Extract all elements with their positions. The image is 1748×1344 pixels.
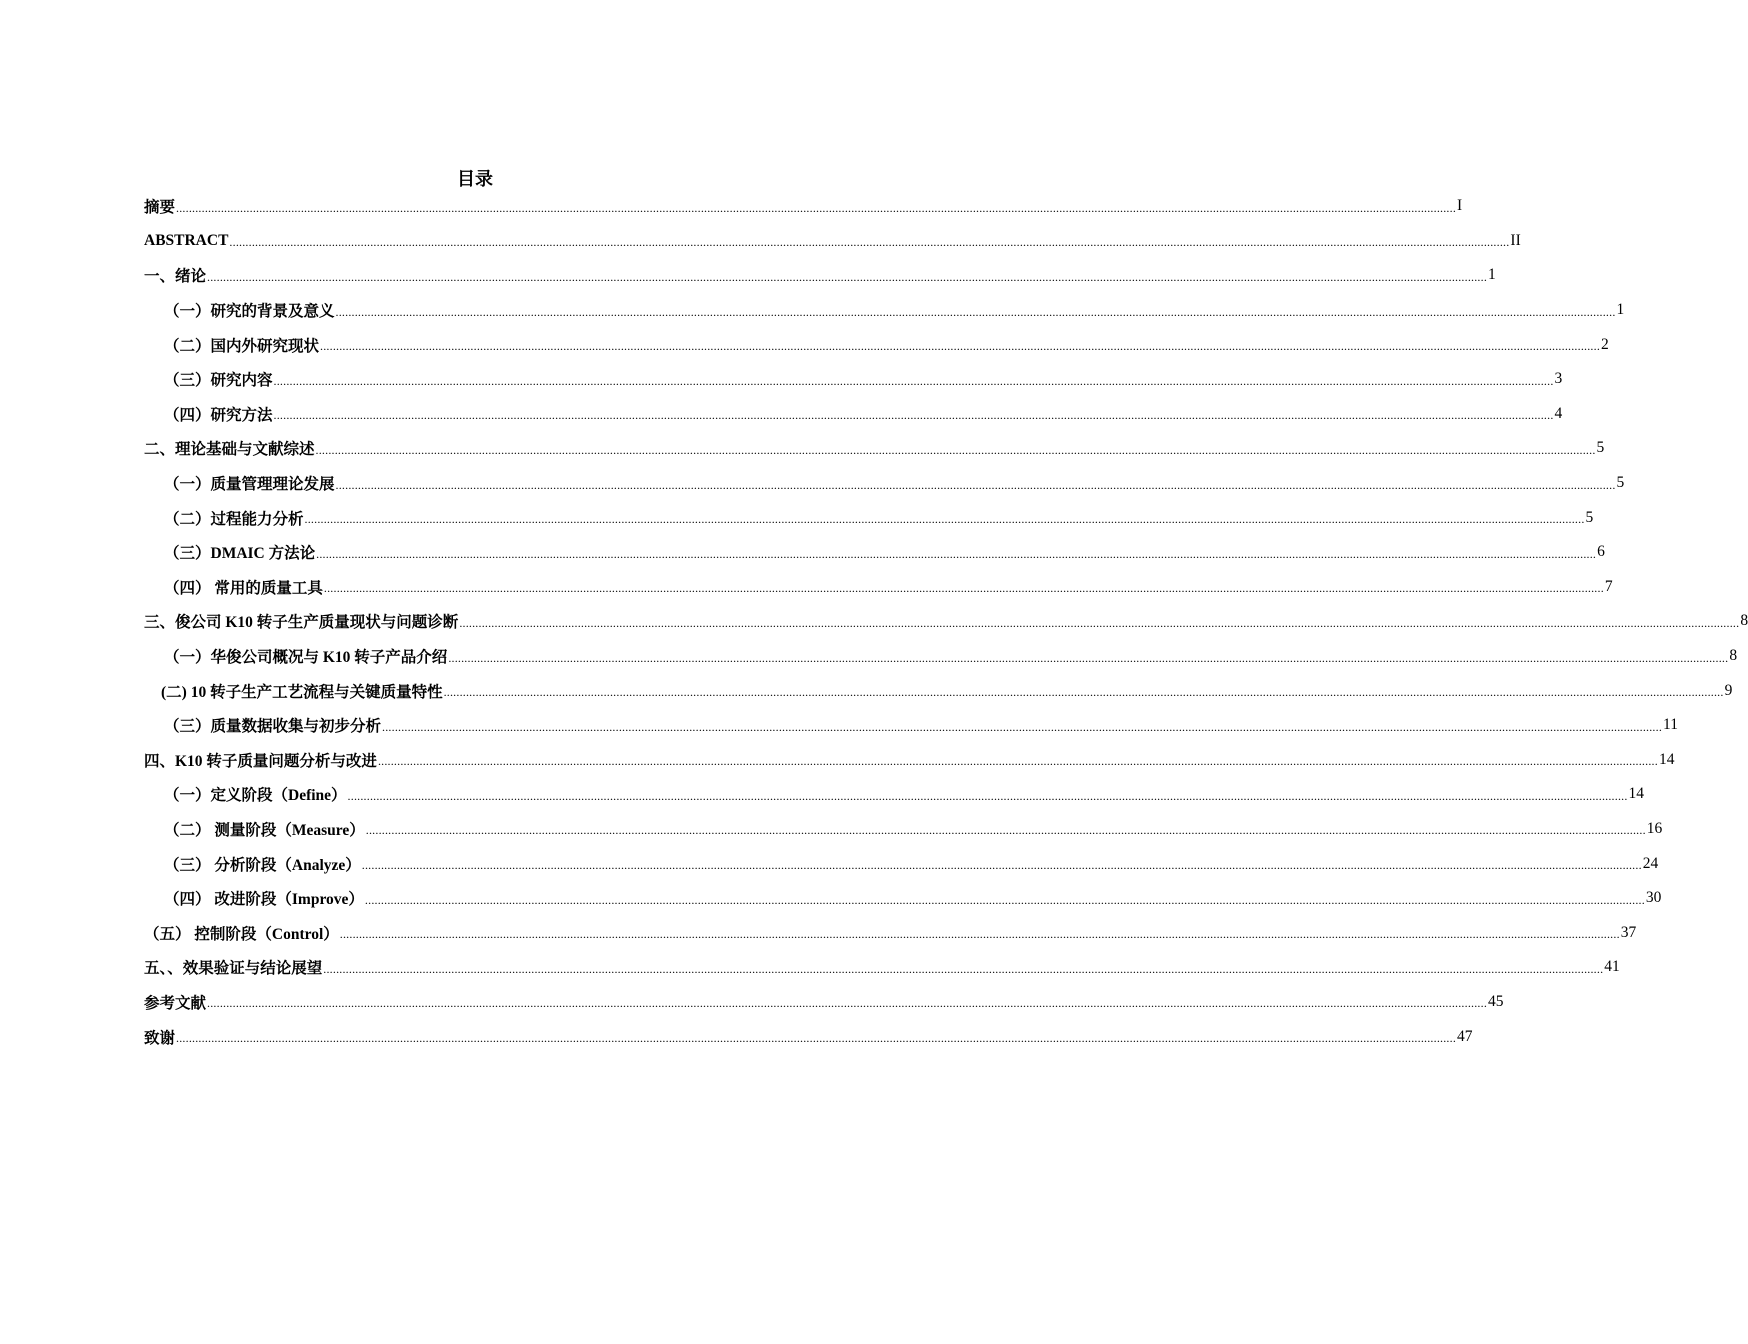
toc-entry[interactable] — [144, 535, 1605, 570]
toc-entry-page-number: 3 — [1554, 370, 1563, 388]
toc-dot-leader: ................................................................................................................................................................................................................................................................................................................................................................................................................ — [176, 200, 1457, 215]
toc-entry-label: (二) 10 转子生产工艺流程与关键质量特性 — [161, 683, 443, 701]
toc-entry[interactable] — [144, 327, 1609, 362]
toc-entry-label: 五、、效果验证与结论展望 — [144, 960, 323, 978]
toc-dot-leader: ................................................................................................................................................................................................................................................................................................................................................................................................................ — [339, 927, 1620, 942]
toc-entry-label: （三） 分析阶段（Analyze） — [164, 856, 361, 874]
toc-dot-leader: ................................................................................................................................................................................................................................................................................................................................................................................................................ — [335, 304, 1616, 319]
toc-dot-leader: ................................................................................................................................................................................................................................................................................................................................................................................................................ — [448, 650, 1729, 665]
toc-entry-label: （一）定义阶段（Define） — [164, 787, 347, 805]
toc-entry-page-number: 47 — [1457, 1027, 1473, 1045]
toc-dot-leader: ................................................................................................................................................................................................................................................................................................................................................................................................................ — [323, 581, 1604, 596]
toc-entry-label: （一）研究的背景及意义 — [164, 303, 335, 321]
toc-entry[interactable] — [144, 189, 1463, 224]
toc-entry-page-number: 7 — [1604, 577, 1613, 595]
toc-entry[interactable] — [144, 1019, 1473, 1054]
toc-entry[interactable] — [144, 362, 1563, 397]
toc-entry-page-number: I — [1457, 197, 1463, 215]
toc-entry-label: 二、理论基础与文献综述 — [144, 441, 315, 459]
toc-entry-label: （二）过程能力分析 — [164, 510, 304, 528]
toc-entry[interactable] — [144, 950, 1620, 985]
toc-entry-label: （三）研究内容 — [164, 372, 273, 390]
toc-entry[interactable] — [144, 224, 1521, 259]
toc-entry[interactable] — [144, 812, 1663, 847]
toc-dot-leader: ................................................................................................................................................................................................................................................................................................................................................................................................................ — [382, 719, 1663, 734]
toc-dot-leader: ................................................................................................................................................................................................................................................................................................................................................................................................................ — [320, 339, 1601, 354]
toc-entry[interactable] — [144, 881, 1662, 916]
toc-dot-leader: ................................................................................................................................................................................................................................................................................................................................................................................................................ — [316, 546, 1597, 561]
toc-entry-page-number: 5 — [1585, 508, 1594, 526]
toc-dot-leader: ................................................................................................................................................................................................................................................................................................................................................................................................................ — [377, 754, 1658, 769]
toc-dot-leader: ................................................................................................................................................................................................................................................................................................................................................................................................................ — [273, 373, 1554, 388]
toc-entry[interactable] — [144, 500, 1594, 535]
toc-entry-page-number: 5 — [1616, 474, 1625, 492]
toc-entry-page-number: 4 — [1554, 404, 1563, 422]
toc-entry-label: 致谢 — [144, 1029, 176, 1047]
toc-entry-page-number: 8 — [1729, 647, 1738, 665]
toc-list — [144, 189, 1748, 1054]
toc-entry-page-number: 1 — [1616, 301, 1625, 319]
toc-entry-label: （三）DMAIC 方法论 — [164, 545, 316, 563]
toc-entry-page-number: 16 — [1646, 819, 1663, 837]
toc-entry-label: （四） 常用的质量工具 — [164, 579, 323, 597]
toc-dot-leader: ................................................................................................................................................................................................................................................................................................................................................................................................................ — [347, 788, 1628, 803]
toc-entry-page-number: 2 — [1601, 335, 1609, 353]
toc-dot-leader: ................................................................................................................................................................................................................................................................................................................................................................................................................ — [361, 858, 1642, 873]
toc-entry-page-number: 1 — [1488, 266, 1496, 284]
toc-entry[interactable] — [144, 258, 1496, 293]
toc-dot-leader: ................................................................................................................................................................................................................................................................................................................................................................................................................ — [229, 235, 1510, 250]
toc-dot-leader: ................................................................................................................................................................................................................................................................................................................................................................................................................ — [304, 512, 1585, 527]
toc-entry[interactable] — [144, 985, 1504, 1020]
toc-entry-label: （二）国内外研究现状 — [164, 337, 320, 355]
toc-entry[interactable] — [144, 431, 1605, 466]
toc-entry-page-number: 41 — [1604, 958, 1620, 976]
toc-entry-label: 三、俊公司 K10 转子生产质量现状与问题诊断 — [144, 614, 459, 632]
toc-entry-label: （五） 控制阶段（Control） — [144, 925, 339, 943]
toc-entry-page-number: 8 — [1740, 612, 1748, 630]
toc-entry[interactable] — [144, 466, 1625, 501]
toc-entry-label: 摘要 — [144, 199, 176, 217]
toc-entry-page-number: 9 — [1724, 681, 1733, 699]
toc-entry-label: 参考文献 — [144, 994, 207, 1012]
toc-entry-page-number: II — [1510, 231, 1521, 249]
toc-entry-label: ABSTRACT — [144, 231, 229, 249]
toc-entry[interactable] — [144, 846, 1659, 881]
toc-dot-leader: ................................................................................................................................................................................................................................................................................................................................................................................................................ — [365, 823, 1646, 838]
toc-entry-label: （一）华俊公司概况与 K10 转子产品介绍 — [164, 649, 448, 667]
toc-entry-page-number: 14 — [1658, 750, 1675, 768]
toc-entry[interactable] — [144, 743, 1675, 778]
toc-entry-label: （一）质量管理理论发展 — [164, 476, 335, 494]
toc-entry-page-number: 45 — [1488, 992, 1504, 1010]
toc-entry-label: （四） 改进阶段（Improve） — [164, 891, 364, 909]
toc-dot-leader: ................................................................................................................................................................................................................................................................................................................................................................................................................ — [335, 477, 1616, 492]
toc-entry[interactable] — [144, 915, 1637, 950]
toc-dot-leader: ................................................................................................................................................................................................................................................................................................................................................................................................................ — [364, 892, 1645, 907]
toc-entry-label: 一、绪论 — [144, 268, 207, 286]
toc-entry-page-number: 11 — [1663, 716, 1678, 734]
toc-title: 目录 — [457, 169, 493, 190]
toc-entry[interactable] — [144, 570, 1613, 605]
toc-entry-label: （四）研究方法 — [164, 406, 273, 424]
toc-entry-page-number: 30 — [1645, 889, 1662, 907]
toc-dot-leader: ................................................................................................................................................................................................................................................................................................................................................................................................................ — [459, 615, 1740, 630]
toc-entry[interactable] — [144, 708, 1678, 743]
toc-dot-leader: ................................................................................................................................................................................................................................................................................................................................................................................................................ — [176, 1031, 1457, 1046]
toc-entry-page-number: 24 — [1642, 854, 1659, 872]
toc-dot-leader: ................................................................................................................................................................................................................................................................................................................................................................................................................ — [207, 996, 1488, 1011]
toc-entry-label: 四、K10 转子质量问题分析与改进 — [144, 752, 377, 770]
toc-entry-label: （二） 测量阶段（Measure） — [164, 821, 365, 839]
toc-dot-leader: ................................................................................................................................................................................................................................................................................................................................................................................................................ — [207, 269, 1488, 284]
toc-dot-leader: ................................................................................................................................................................................................................................................................................................................................................................................................................ — [443, 685, 1724, 700]
toc-dot-leader: ................................................................................................................................................................................................................................................................................................................................................................................................................ — [323, 961, 1604, 976]
toc-entry[interactable] — [144, 777, 1645, 812]
toc-entry-page-number: 5 — [1596, 439, 1605, 457]
toc-dot-leader: ................................................................................................................................................................................................................................................................................................................................................................................................................ — [273, 408, 1554, 423]
toc-entry-page-number: 6 — [1597, 543, 1605, 561]
toc-entry[interactable] — [144, 604, 1748, 639]
toc-entry[interactable] — [144, 639, 1738, 674]
toc-entry-label: （三）质量数据收集与初步分析 — [164, 718, 382, 736]
toc-entry[interactable] — [144, 673, 1733, 708]
toc-entry-page-number: 37 — [1620, 923, 1637, 941]
toc-entry[interactable] — [144, 397, 1563, 432]
toc-entry-page-number: 14 — [1628, 785, 1645, 803]
toc-dot-leader: ................................................................................................................................................................................................................................................................................................................................................................................................................ — [315, 442, 1596, 457]
toc-entry[interactable] — [144, 293, 1625, 328]
